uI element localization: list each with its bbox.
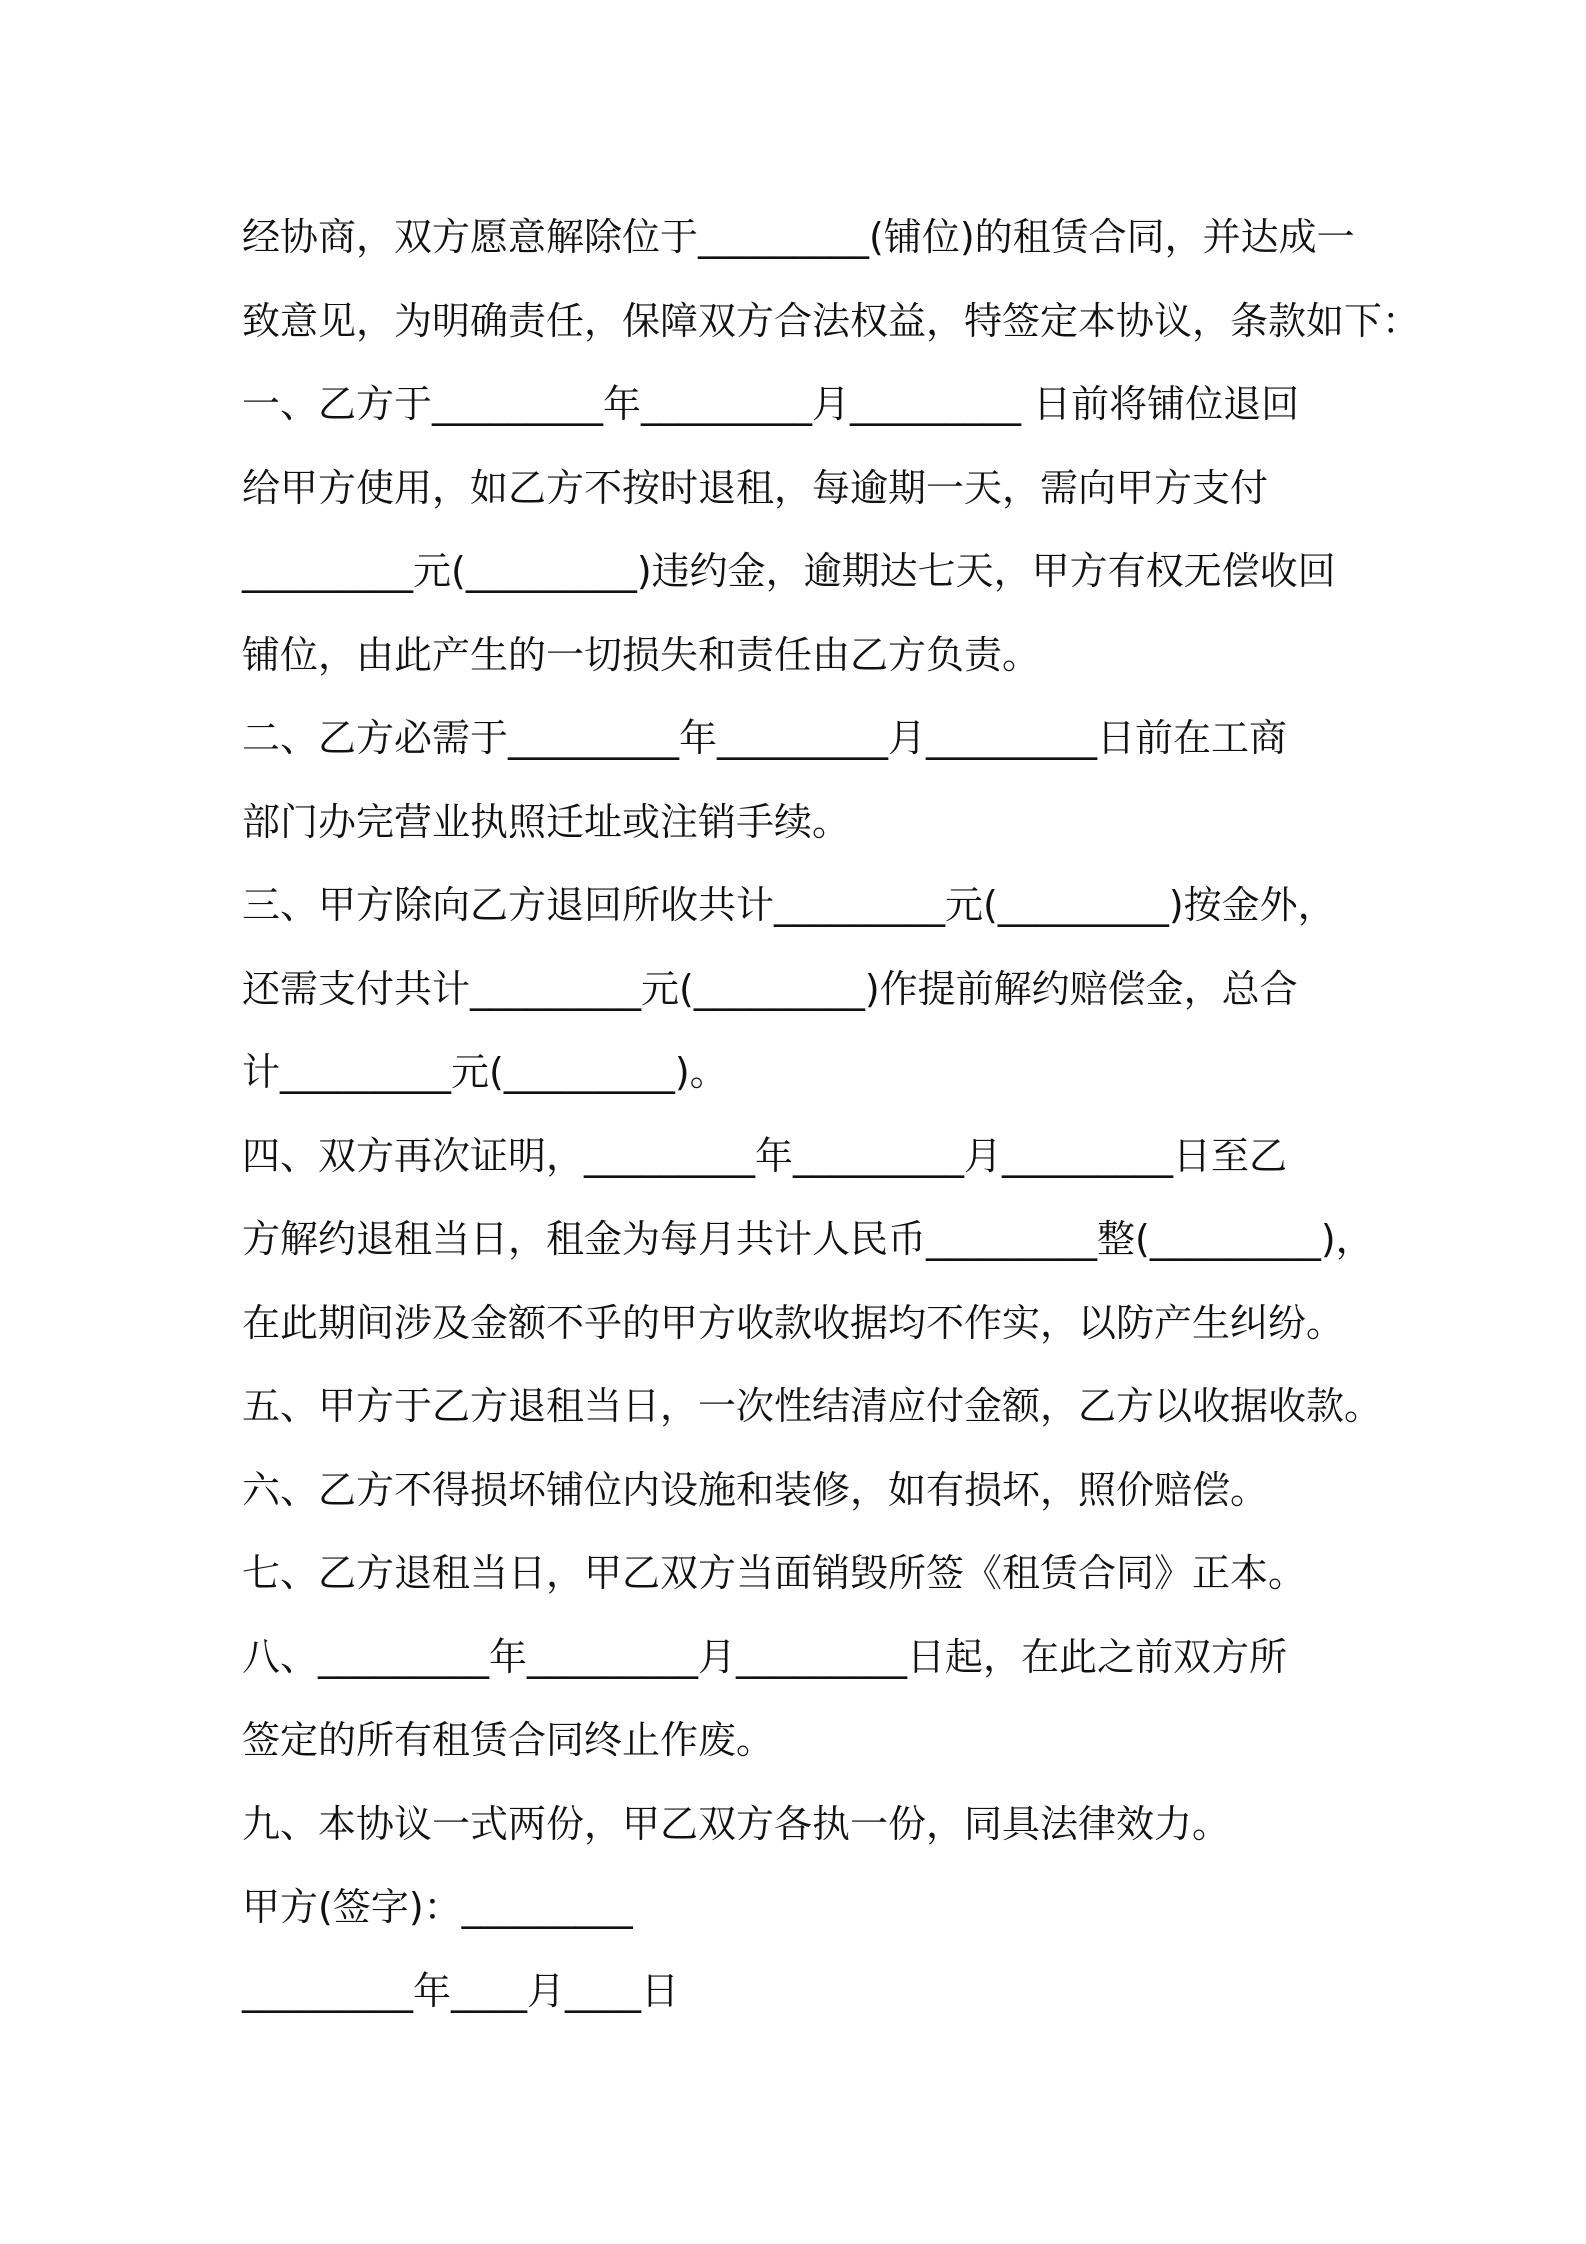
- clause-1-line: 一、乙方于_________年_________月_________ 日前将铺位退回: [242, 382, 1300, 426]
- clause-1-line: 铺位，由此产生的一切损失和责任由乙方负责。: [242, 632, 1041, 677]
- paragraph-line: 致意见，为明确责任，保障双方合法权益，特签定本协议，条款如下：: [242, 298, 1421, 343]
- clause-2-line: 部门办完营业执照迁址或注销手续。: [242, 799, 851, 844]
- clause-3-line: 还需支付共计_________元(_________)作提前解约赔偿金，总合: [242, 966, 1298, 1011]
- clause-6-line: 六、乙方不得损坏铺位内设施和装修，如有损坏，照价赔偿。: [242, 1467, 1269, 1512]
- clause-4-line: 四、双方再次证明，_________年_________月_________日至乙: [242, 1133, 1288, 1178]
- signature-date-line: _________年____月____日: [242, 1968, 680, 2013]
- clause-5-line: 五、甲方于乙方退租当日，一次性结清应付金额，乙方以收据收款。: [242, 1384, 1383, 1428]
- clause-1-line: _________元(_________)违约金，逾期达七天，甲方有权无偿收回: [242, 549, 1336, 593]
- agreement-text: [242, 196, 1421, 2033]
- clause-3-line: 三、甲方除向乙方退回所收共计_________元(_________)按金外，: [242, 883, 1336, 927]
- clause-7-line: 七、乙方退租当日，甲乙双方当面销毁所签《租赁合同》正本。: [242, 1551, 1307, 1595]
- clause-8-line: 八、_________年_________月_________日起，在此之前双方所: [242, 1634, 1288, 1679]
- clause-8-line: 签定的所有租赁合同终止作废。: [242, 1718, 775, 1762]
- clause-3-line: 计_________元(_________)。: [242, 1050, 728, 1094]
- paragraph-line: 经协商，双方愿意解除位于_________(铺位)的租赁合同，并达成一: [242, 215, 1355, 259]
- clause-9-line: 九、本协议一式两份，甲乙双方各执一份，同具法律效力。: [242, 1801, 1231, 1846]
- clause-4-line: 在此期间涉及金额不乎的甲方收款收据均不作实，以防产生纠纷。: [242, 1300, 1345, 1345]
- clause-4-line: 方解约退租当日，租金为每月共计人民币_________整(_________)，: [242, 1217, 1374, 1261]
- clause-2-line: 二、乙方必需于_________年_________月_________日前在工商: [242, 716, 1288, 760]
- clause-1-line: 给甲方使用，如乙方不按时退租，每逾期一天，需向甲方支付: [242, 465, 1269, 510]
- party-a-signature-line: 甲方(签字)：_________: [242, 1885, 633, 1929]
